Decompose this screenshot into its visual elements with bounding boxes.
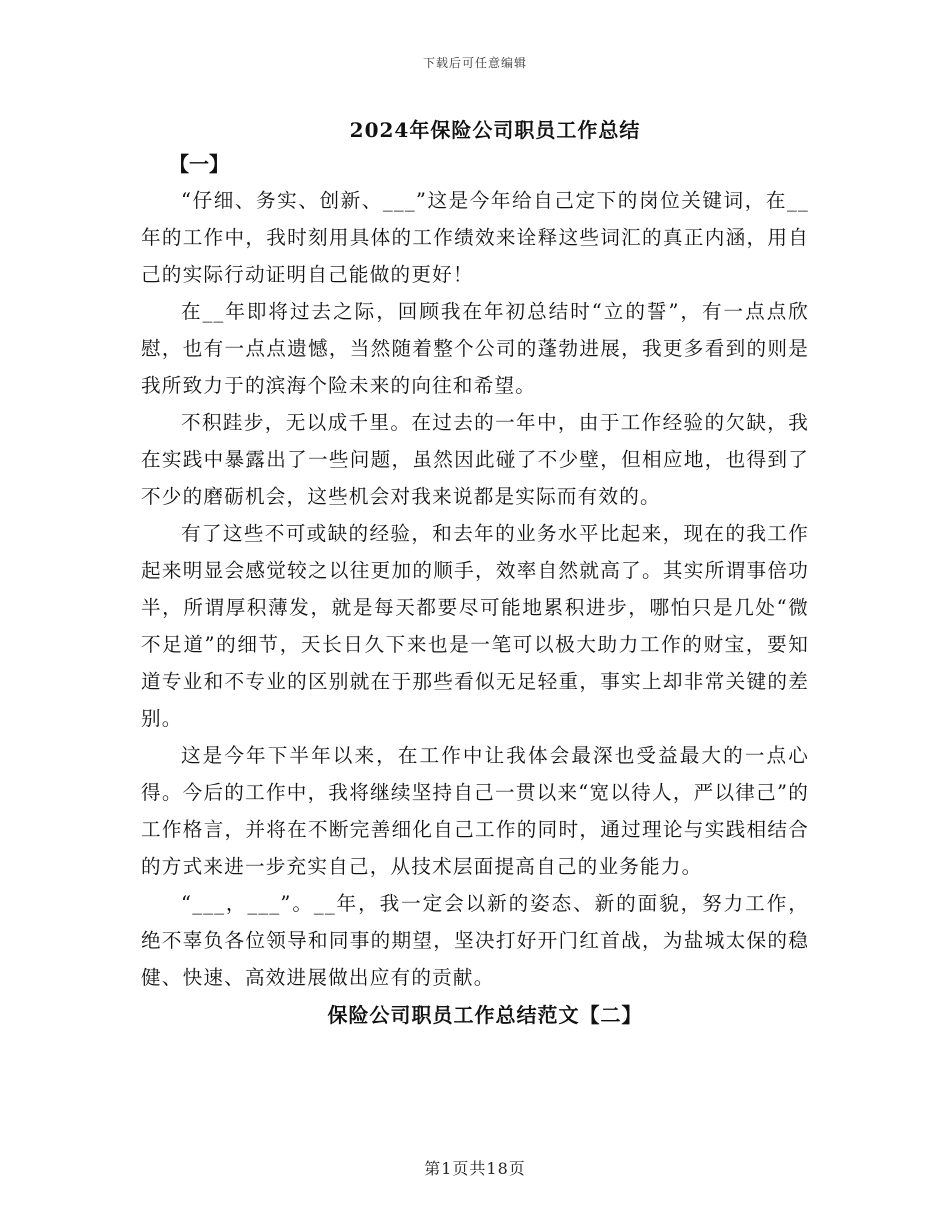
paragraph-4: 有了这些不可或缺的经验，和去年的业务水平比起来，现在的我工作起来明显会感觉较之以往更加的顺手，效率自然就高了。其实所谓事倍功半，所谓厚积薄发，就是每天都要尽可能地累积进步，哪怕只是几处“微不足道”的细节，天长日久下来也是一笔可以极大助力工作的财宝，要知道专业和不专业的区别就在于那些看似无足轻重，事实上却非常关键的差别。: [141, 522, 809, 730]
header-note: 下载后可任意编辑: [422, 56, 527, 70]
paragraph-5: 这是今年下半年以来，在工作中让我体会最深也受益最大的一点心得。今后的工作中，我将继续坚持自己一贯以来“宽以待人，严以律己”的工作格言，并将在不断完善细化自己工作的同时，通过理论与实践相结合的方式来进一步充实自己，从技术层面提高自己的业务能力。: [141, 744, 809, 878]
paragraph-3: 不积跬步，无以成千里。在过去的一年中，由于工作经验的欠缺，我在实践中暴露出了一些问题，虽然因此碰了不少壁，但相应地，也得到了不少的磨砺机会，这些机会对我来说都是实际而有效的。: [141, 411, 809, 508]
page-indicator: 第1页共18页: [424, 1159, 526, 1178]
section-two-heading: 保险公司职员工作总结范文【二】: [327, 1003, 643, 1027]
document-body: [141, 146, 809, 1034]
document-title: 2024年保险公司职员工作总结: [349, 118, 641, 142]
paragraph-2: 在__年即将过去之际，回顾我在年初总结时“立的誓”，有一点点欣慰，也有一点点遗憾，当然随着整个公司的蓬勃进展，我更多看到的则是我所致力于的滨海个险未来的向往和希望。: [141, 300, 809, 397]
paragraph-6: “___，___”。__年，我一定会以新的姿态、新的面貌，努力工作，绝不辜负各位领导和同事的期望，坚决打好开门红首战，为盐城太保的稳健、快速、高效进展做出应有的贡献。: [141, 892, 809, 989]
paragraph-1: “仔细、务实、创新、___”这是今年给自己定下的岗位关键词，在__年的工作中，我时刻用具体的工作绩效来诠释这些词汇的真正内涵，用自己的实际行动证明自己能做的更好！: [141, 189, 809, 286]
section-one-label: 【一】: [169, 152, 229, 176]
